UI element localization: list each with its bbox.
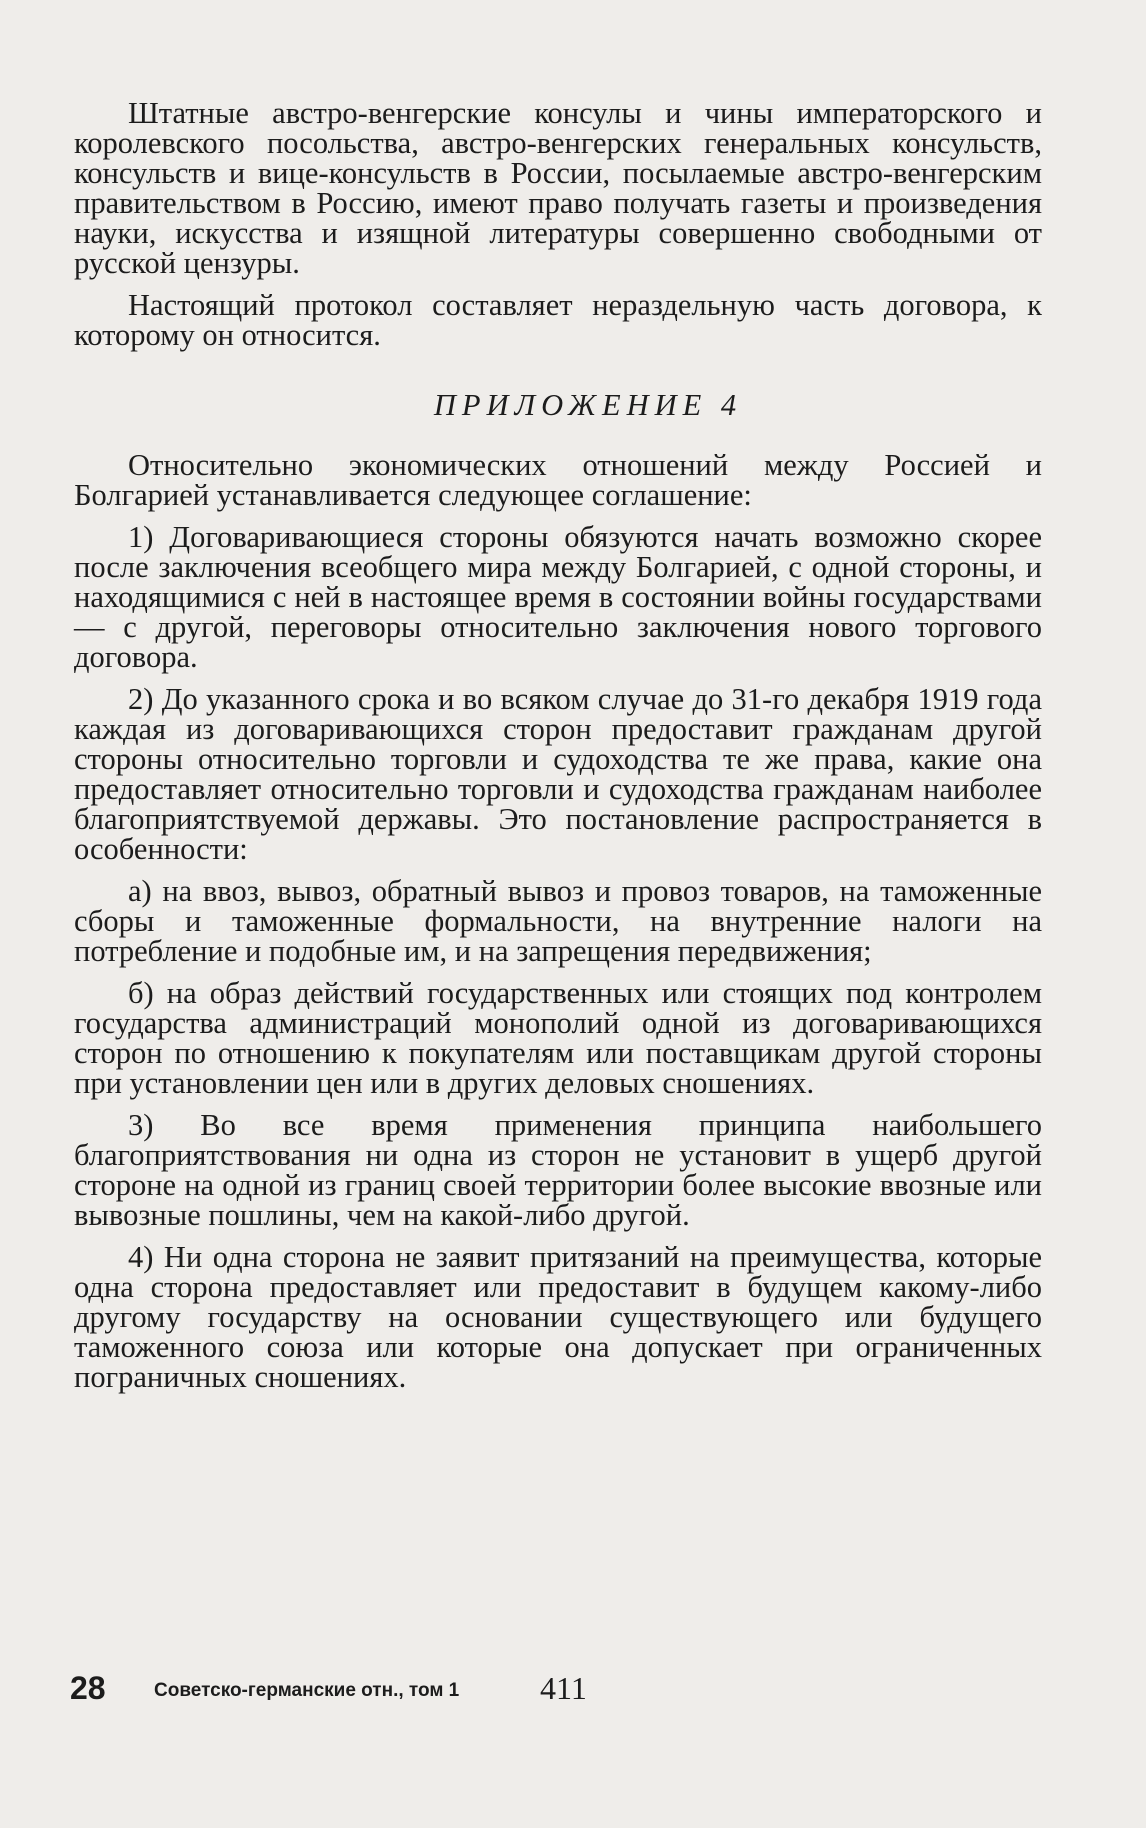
document-body	[74, 98, 1042, 1404]
page-footer	[70, 1670, 970, 1716]
printer-signature: Советско-германские отн., том 1	[154, 1680, 460, 1701]
paragraph-consuls: Штатные австро-венгерские консулы и чины императорского и королевского посольства, австро-венгерских генеральных консульств, консульств и вице-консульств в России, посылаемые австро-венгерским правительством в Россию, имеют право получать газеты и произведения науки, искусства и изящной литературы совершенно свободными от русской цензуры.	[74, 96, 1042, 280]
paragraph-clause-1: 1) Договаривающиеся стороны обязуются начать возможно скорее после заключения всеобщего мира между Болгарией, с одной стороны, и находящимися с ней в настоящее время в состоянии войны государствами — с другой, переговоры относительно заключения нового торгового договора.	[74, 520, 1042, 674]
paragraph-clause-3: 3) Во все время применения принципа наибольшего благоприятствования ни одна из сторон не установит в ущерб другой стороне на одной из границ своей территории более высокие ввозные или вывозные пошлины, чем на какой-либо другой.	[74, 1108, 1042, 1232]
paragraph-clause-2b: б) на образ действий государственных или стоящих под контролем государства администраций монополий одной из договаривающихся сторон по отношению к покупателям или поставщикам другой стороны при установлении цен или в других деловых сношениях.	[74, 976, 1042, 1100]
paragraph-clause-2a: а) на ввоз, вывоз, обратный вывоз и провоз товаров, на таможенные сборы и таможенные формальности, на внутренние налоги на потребление и подобные им, и на запрещения передвижения;	[74, 874, 1042, 968]
appendix-heading: ПРИЛОЖЕНИЕ 4	[433, 388, 743, 422]
paragraph-intro: Относительно экономических отношений между Россией и Болгарией устанавливается следующее соглашение:	[74, 448, 1042, 512]
paragraph-clause-4: 4) Ни одна сторона не заявит притязаний на преимущества, которые одна сторона предоставляет или предоставит в будущем какому-либо другому государству на основании существующего или будущего таможенного союза или которые она допускает при ограниченных пограничных сношениях.	[74, 1240, 1042, 1394]
page-number: 411	[540, 1670, 587, 1706]
paragraph-clause-2: 2) До указанного срока и во всяком случае до 31-го декабря 1919 года каждая из договаривающихся сторон предоставит гражданам другой стороны относительно торговли и судоходства те же права, какие она предоставляет относительно торговли и судоходства гражданам наиболее благоприятствуемой державы. Это постановление распространяется в особенности:	[74, 682, 1042, 866]
sheet-number: 28	[70, 1670, 106, 1706]
paragraph-protocol: Настоящий протокол составляет нераздельную часть договора, к которому он относится.	[74, 288, 1042, 352]
